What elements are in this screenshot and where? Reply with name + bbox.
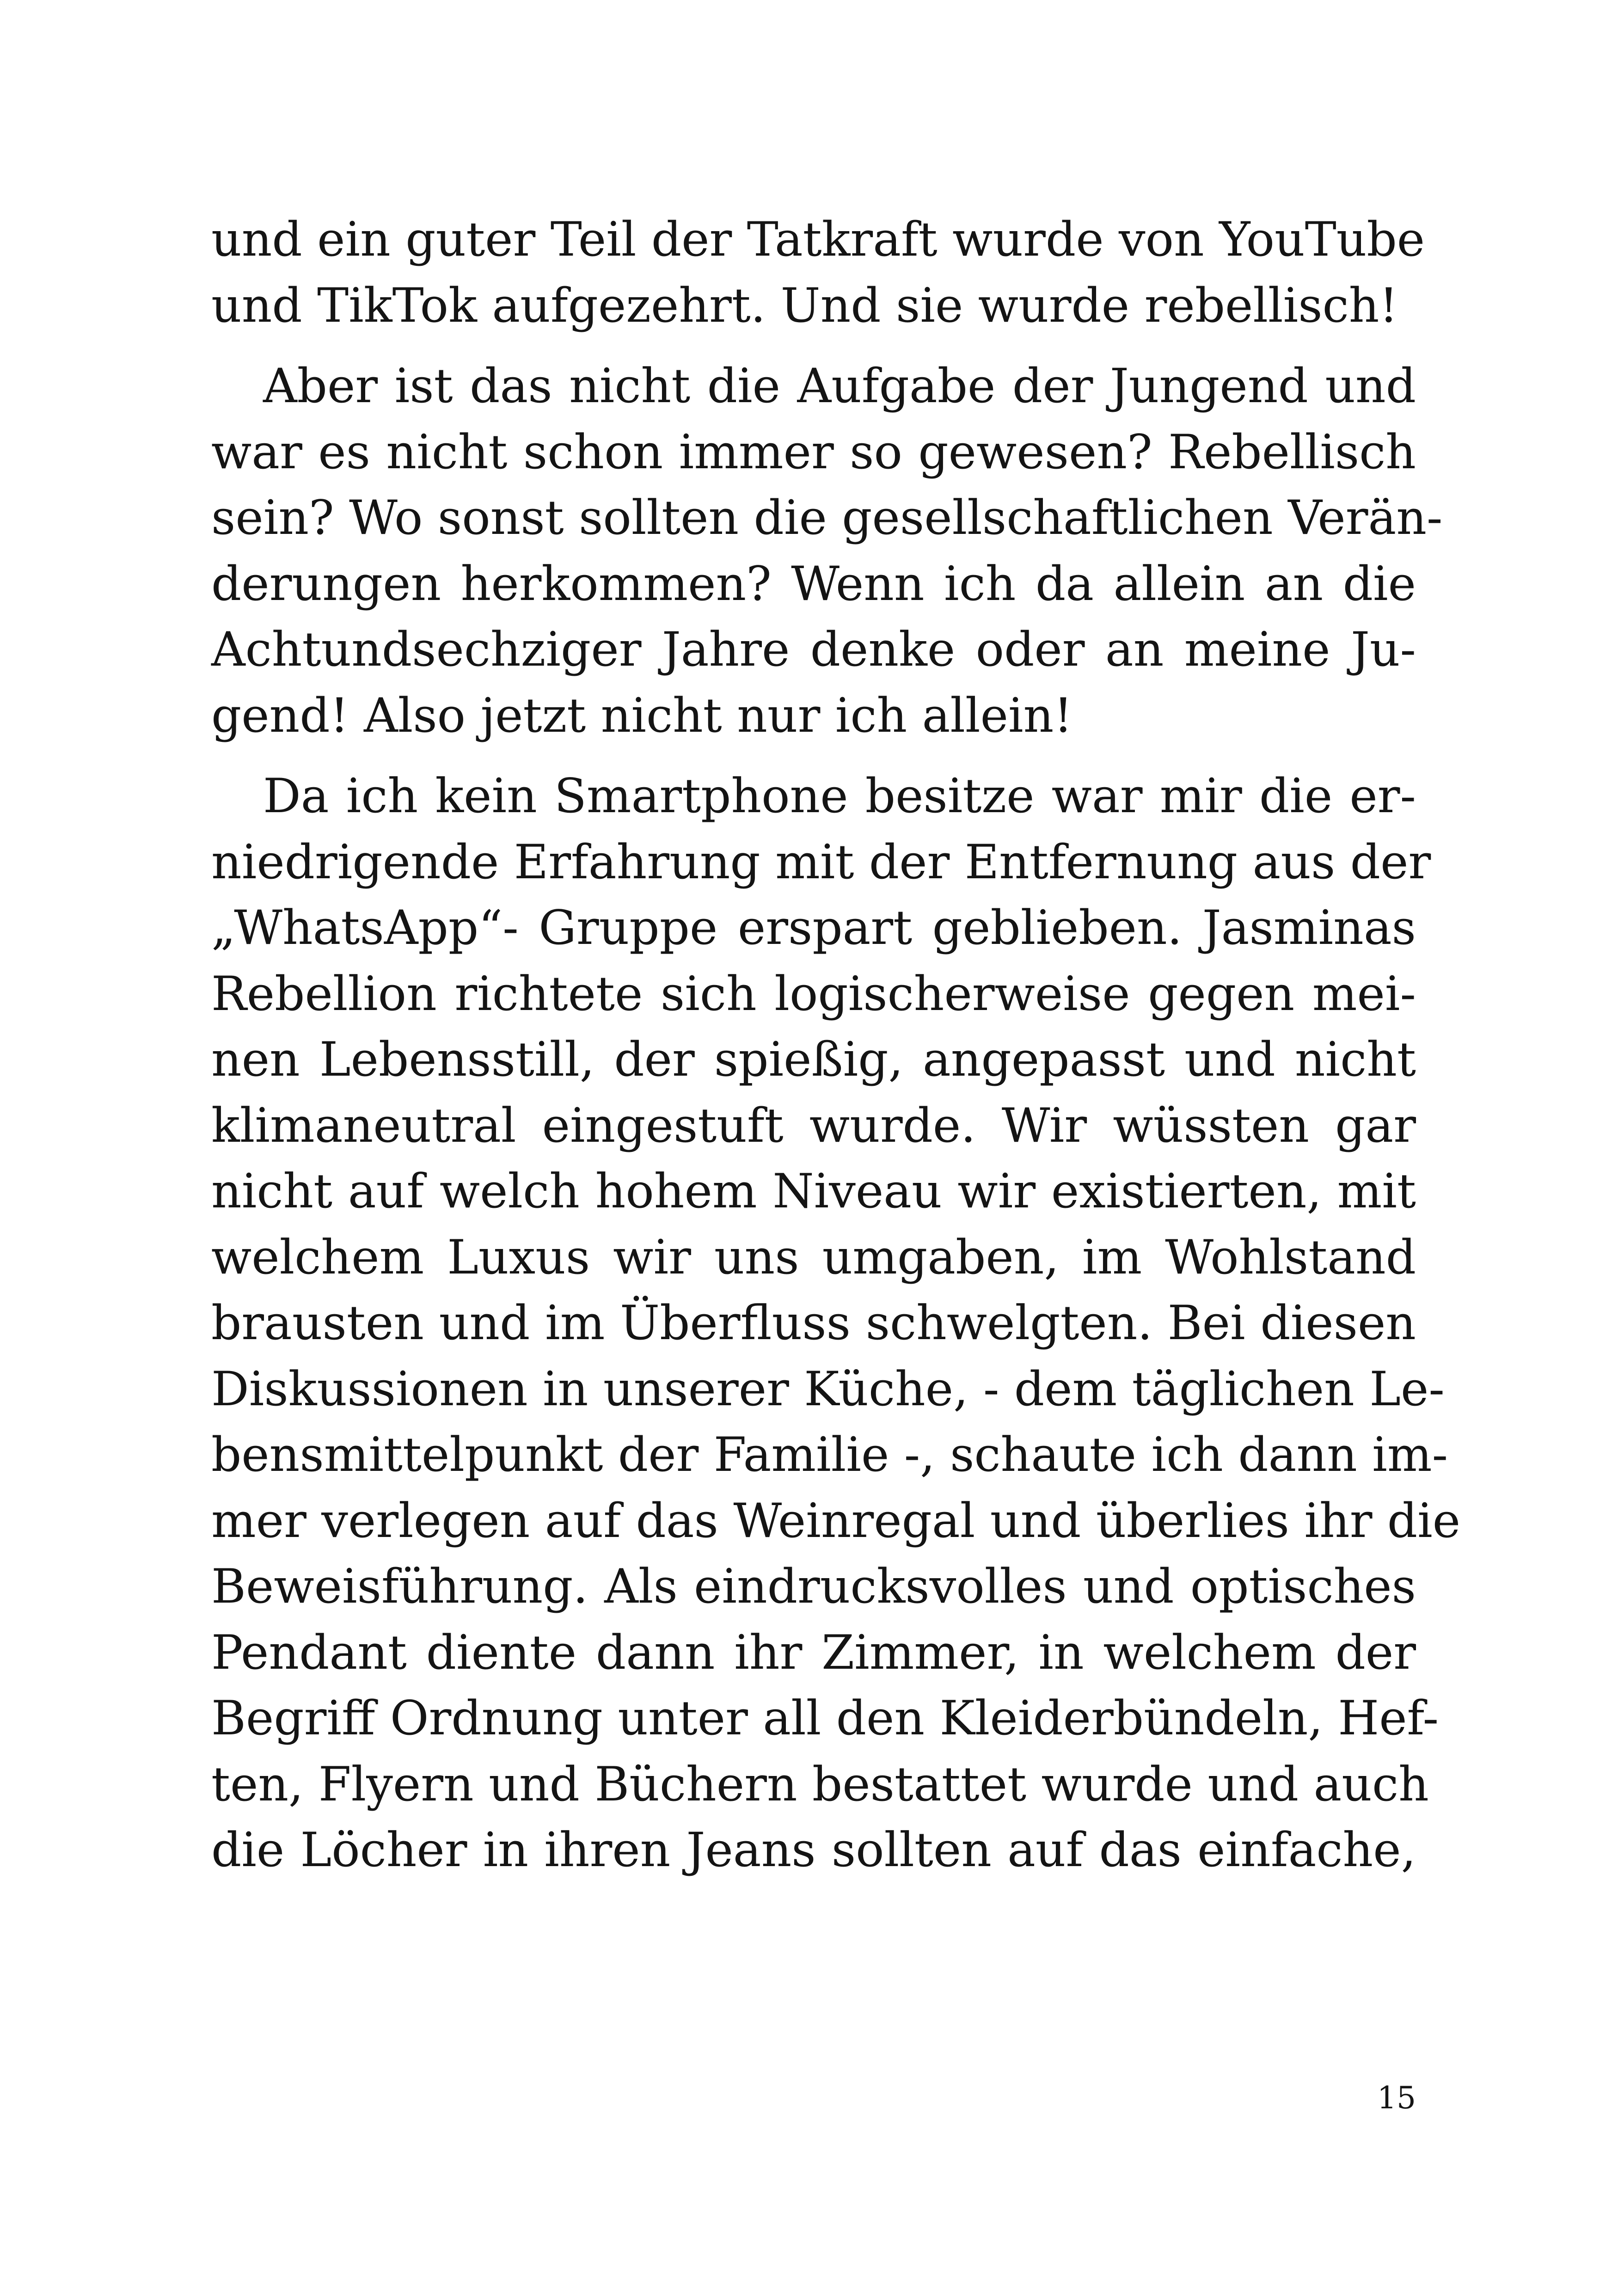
text-line: ten, Flyern und Büchern bestattet wurde und auch: [211, 1757, 1429, 1812]
text-line: Beweisführung. Als eindrucksvolles und optisches: [211, 1559, 1416, 1614]
text-line: war es nicht schon immer so gewesen? Rebellisch: [211, 424, 1416, 480]
text-line: Da ich kein Smartphone besitze war mir die er-: [263, 769, 1416, 824]
text-line: bensmittelpunkt der Familie -, schaute ich dann im-: [211, 1427, 1448, 1482]
text-line: gend! Also jetzt nicht nur ich allein!: [211, 688, 1073, 743]
paragraph: [211, 354, 1443, 749]
text-line: Rebellion richtete sich logischerweise gegen mei-: [211, 966, 1416, 1022]
text-line: und TikTok aufgezehrt. Und sie wurde rebellisch!: [211, 278, 1398, 333]
text-line: „WhatsApp“- Gruppe erspart geblieben. Jasminas: [211, 900, 1416, 955]
text-line: die Löcher in ihren Jeans sollten auf das einfache,: [211, 1823, 1416, 1878]
text-line: sein? Wo sonst sollten die gesellschaftlichen Verän-: [211, 490, 1443, 545]
text-line: klimaneutral eingestuft wurde. Wir wüssten gar: [211, 1098, 1416, 1153]
page-number: 15: [1377, 2080, 1416, 2116]
text-line: Pendant diente dann ihr Zimmer, in welchem der: [211, 1625, 1416, 1680]
paragraph: [211, 764, 1461, 1884]
text-line: Achtundsechziger Jahre denke oder an meine Ju-: [211, 622, 1416, 677]
text-line: Begriff Ordnung unter all den Kleiderbündeln, Hef-: [211, 1691, 1439, 1746]
text-line: niedrigende Erfahrung mit der Entfernung aus der: [211, 834, 1431, 890]
text-line: brausten und im Überfluss schwelgten. Bei diesen: [211, 1296, 1416, 1351]
text-line: welchem Luxus wir uns umgaben, im Wohlstand: [211, 1230, 1416, 1285]
text-line: nen Lebensstill, der spießig, angepasst und nicht: [211, 1032, 1416, 1087]
text-line: nicht auf welch hohem Niveau wir existierten, mit: [211, 1164, 1416, 1219]
body-text: [211, 207, 1461, 1884]
text-line: und ein guter Teil der Tatkraft wurde von YouTube: [211, 212, 1425, 267]
text-line: derungen herkommen? Wenn ich da allein an die: [211, 556, 1416, 612]
text-line: mer verlegen auf das Weinregal und überlies ihr die: [211, 1493, 1461, 1549]
paragraph: [211, 207, 1425, 339]
text-line: Diskussionen in unserer Küche, - dem täglichen Le-: [211, 1361, 1445, 1417]
text-line: Aber ist das nicht die Aufgabe der Jungend und: [263, 359, 1416, 414]
